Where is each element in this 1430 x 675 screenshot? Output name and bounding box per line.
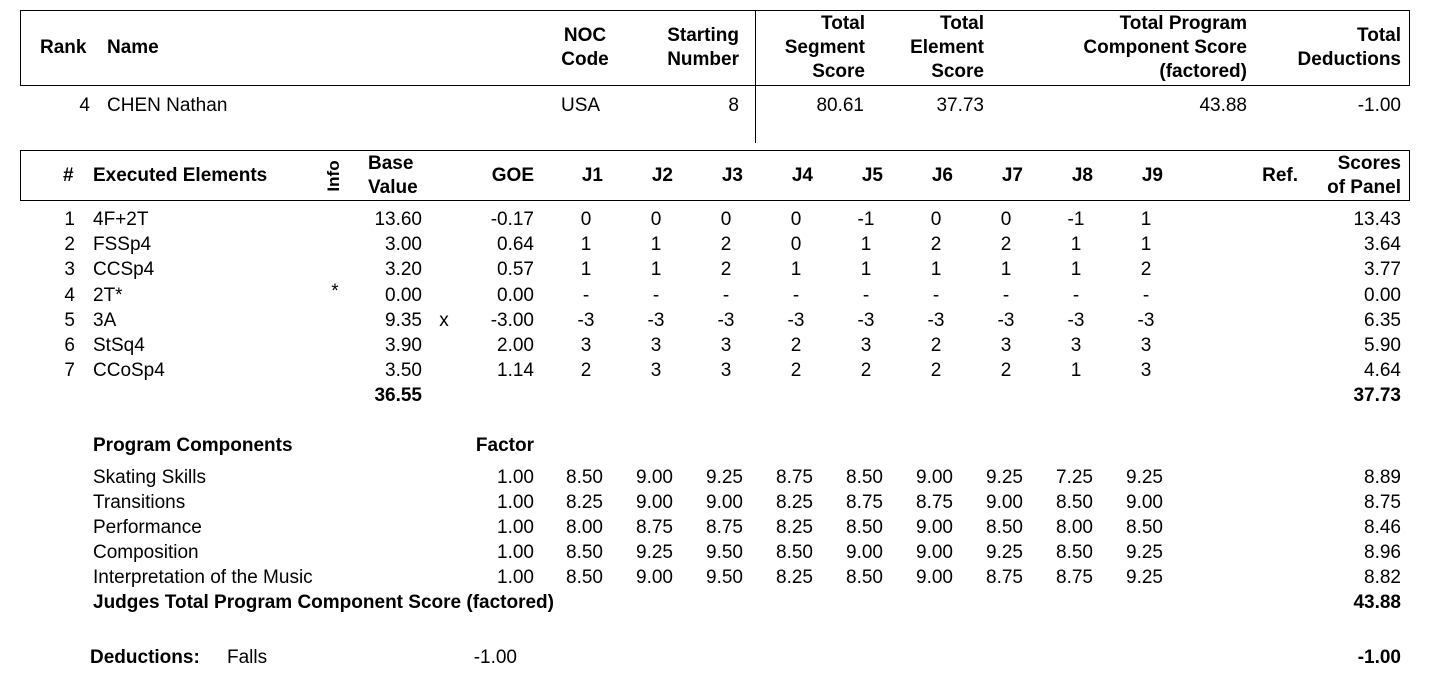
ded-header-1: Total	[1357, 25, 1401, 46]
element-judge-score: -	[932, 284, 940, 306]
element-judge-score: -3	[1137, 309, 1155, 331]
element-judge-score: -3	[997, 309, 1015, 331]
element-judge-score: 0	[790, 209, 802, 230]
element-judge-score: 1	[1070, 259, 1082, 281]
skater-name: CHEN Nathan	[107, 95, 228, 116]
element-judge-score: 2	[790, 335, 802, 356]
element-judge-score: 1	[1140, 234, 1152, 256]
element-judge-score: 2	[1000, 234, 1012, 256]
factor-header: Factor	[475, 435, 534, 456]
goe-header: GOE	[491, 165, 534, 186]
element-judge-score: 2	[720, 234, 732, 256]
element-number: 3	[64, 259, 75, 281]
component-judge-score: 8.75	[916, 492, 953, 513]
component-judge-score: 8.25	[776, 517, 813, 538]
element-goe: 2.00	[497, 335, 534, 356]
element-panel-score: 3.64	[1364, 234, 1401, 256]
tes-header-1: Total	[940, 13, 984, 34]
noc-header-1: NOC	[563, 25, 607, 46]
component-judge-score: 8.50	[1126, 517, 1163, 538]
component-judge-score: 9.00	[636, 467, 673, 488]
element-name: 4F+2T	[93, 209, 149, 230]
element-judge-score: 3	[1000, 335, 1012, 356]
element-judge-score: 3	[860, 335, 872, 356]
element-judge-score: 3	[1140, 335, 1152, 356]
element-goe: 0.64	[497, 234, 534, 256]
element-base-value: 13.60	[374, 209, 422, 230]
element-judge-score: -	[1072, 284, 1080, 306]
component-judge-score: 9.00	[846, 542, 883, 563]
element-number: 4	[64, 284, 75, 306]
element-judge-score: 1	[1000, 259, 1012, 281]
component-factor: 1.00	[497, 542, 534, 563]
component-judge-score: 8.50	[566, 542, 603, 563]
element-judge-score: -3	[1067, 309, 1085, 331]
component-judge-score: 8.75	[986, 567, 1023, 588]
element-panel-score: 6.35	[1364, 309, 1401, 331]
component-judge-score: 8.50	[986, 517, 1023, 538]
element-goe: 0.57	[497, 259, 534, 281]
component-judge-score: 8.50	[1056, 492, 1093, 513]
component-panel-score: 8.82	[1364, 567, 1401, 588]
component-panel-score: 8.96	[1364, 542, 1401, 563]
component-judge-score: 8.25	[776, 492, 813, 513]
element-judge-score: 0	[930, 209, 942, 230]
element-judge-score: 2	[930, 360, 942, 382]
start-header-2: Number	[667, 49, 739, 70]
base-value-header-1: Base	[368, 153, 414, 174]
element-number: 7	[64, 360, 75, 382]
component-judge-score: 9.00	[636, 492, 673, 513]
element-judge-score: 2	[580, 360, 592, 382]
element-base-value: 0.00	[385, 284, 422, 306]
pcs-header-3: (factored)	[1159, 61, 1247, 82]
element-judge-score: -	[582, 284, 590, 306]
element-judge-score: 3	[720, 360, 732, 382]
element-judge-score: 3	[580, 335, 592, 356]
scores-of-panel-header-2: of Panel	[1327, 177, 1401, 198]
scores-of-panel-header-1: Scores	[1337, 153, 1401, 174]
element-judge-score: 1	[860, 234, 872, 256]
element-judge-score: -	[1142, 284, 1150, 306]
element-goe: 1.14	[497, 360, 534, 382]
component-judge-score: 9.25	[1126, 467, 1163, 488]
skater-tes: 37.73	[936, 95, 984, 116]
component-panel-score: 8.89	[1364, 467, 1401, 488]
component-factor: 1.00	[497, 567, 534, 588]
element-judge-score: -	[1002, 284, 1010, 306]
component-judge-score: 9.50	[706, 542, 743, 563]
element-judge-score: -3	[857, 309, 875, 331]
element-judge-score: -3	[717, 309, 735, 331]
element-name: CCSp4	[93, 259, 155, 281]
deductions-label: Deductions:	[90, 647, 200, 668]
component-name: Composition	[93, 542, 199, 563]
element-judge-score: 2	[860, 360, 872, 382]
component-judge-score: 8.00	[566, 517, 603, 538]
element-judge-score: 2	[930, 335, 942, 356]
element-judge-score: 0	[650, 209, 662, 230]
judge-header-4: J4	[791, 165, 813, 186]
component-judge-score: 9.00	[916, 467, 953, 488]
judges-total-pcs-value: 43.88	[1353, 592, 1401, 613]
component-judge-score: 8.75	[636, 517, 673, 538]
element-base-value: 3.90	[385, 335, 422, 356]
element-judge-score: 2	[930, 234, 942, 256]
skater-tss: 80.61	[816, 95, 864, 116]
num-header: #	[63, 165, 74, 186]
element-judge-score: 3	[720, 335, 732, 356]
component-judge-score: 8.75	[706, 517, 743, 538]
executed-elements-header: Executed Elements	[93, 165, 268, 186]
component-judge-score: 8.50	[566, 467, 603, 488]
element-name: CCoSp4	[93, 360, 165, 382]
element-base-value: 3.00	[385, 234, 422, 256]
component-name: Interpretation of the Music	[93, 567, 313, 588]
component-factor: 1.00	[497, 517, 534, 538]
element-name: 2T*	[93, 284, 123, 306]
component-judge-score: 9.00	[916, 542, 953, 563]
noc-header-2: Code	[561, 49, 609, 70]
skater-noc: USA	[561, 95, 601, 116]
component-judge-score: 9.00	[636, 567, 673, 588]
component-judge-score: 9.00	[706, 492, 743, 513]
component-panel-score: 8.46	[1364, 517, 1401, 538]
component-judge-score: 8.50	[846, 467, 883, 488]
ded-header-2: Deductions	[1297, 49, 1401, 70]
component-judge-score: 8.25	[566, 492, 603, 513]
judge-header-9: J9	[1141, 165, 1163, 186]
element-name: StSq4	[93, 335, 145, 356]
element-judge-score: -1	[1067, 209, 1085, 230]
element-panel-score: 13.43	[1353, 209, 1401, 230]
element-judge-score: 0	[1000, 209, 1012, 230]
element-bonus-mark: x	[439, 309, 449, 331]
element-judge-score: 0	[720, 209, 732, 230]
component-judge-score: 9.25	[706, 467, 743, 488]
deductions-total: -1.00	[1357, 647, 1401, 668]
element-panel-score: 0.00	[1364, 284, 1401, 306]
ref-header: Ref.	[1262, 165, 1298, 186]
element-judge-score: 3	[650, 360, 662, 382]
pcs-header-1: Total Program	[1119, 13, 1247, 34]
element-info: *	[331, 280, 339, 302]
element-base-value: 9.35	[385, 309, 422, 331]
element-judge-score: -	[722, 284, 730, 306]
component-judge-score: 8.75	[1056, 567, 1093, 588]
pcs-header-2: Component Score	[1083, 37, 1247, 58]
element-judge-score: -	[792, 284, 800, 306]
component-judge-score: 9.00	[986, 492, 1023, 513]
component-judge-score: 8.50	[776, 542, 813, 563]
rank-header: Rank	[40, 37, 87, 58]
element-judge-score: -	[652, 284, 660, 306]
base-value-header-2: Value	[368, 177, 418, 198]
judges-total-pcs-label: Judges Total Program Component Score (factored)	[93, 592, 554, 613]
program-components-title: Program Components	[93, 435, 293, 456]
component-name: Skating Skills	[93, 467, 206, 488]
element-judge-score: 3	[1070, 335, 1082, 356]
component-judge-score: 9.00	[916, 567, 953, 588]
deductions-value: -1.00	[473, 647, 517, 668]
element-base-value: 3.20	[385, 259, 422, 281]
element-goe: -0.17	[490, 209, 534, 230]
tes-header-3: Score	[931, 61, 984, 82]
element-judge-score: 1	[1070, 360, 1082, 382]
deductions-type: Falls	[227, 647, 268, 668]
elements-score-total: 37.73	[1353, 385, 1401, 406]
element-judge-score: -3	[647, 309, 665, 331]
component-name: Transitions	[93, 492, 186, 513]
element-judge-score: 1	[650, 234, 662, 256]
component-judge-score: 9.25	[1126, 567, 1163, 588]
judge-header-5: J5	[861, 165, 883, 186]
component-panel-score: 8.75	[1364, 492, 1401, 513]
tss-header-2: Segment	[784, 37, 865, 58]
component-judge-score: 8.00	[1056, 517, 1093, 538]
element-name: 3A	[93, 309, 117, 331]
element-judge-score: 1	[580, 234, 592, 256]
element-judge-score: 1	[650, 259, 662, 281]
component-judge-score: 7.25	[1056, 467, 1093, 488]
element-base-value: 3.50	[385, 360, 422, 382]
judge-header-3: J3	[721, 165, 743, 186]
element-judge-score: 1	[1140, 209, 1152, 230]
component-judge-score: 8.50	[1056, 542, 1093, 563]
element-judge-score: -3	[787, 309, 805, 331]
tss-header-3: Score	[812, 61, 865, 82]
component-judge-score: 8.75	[776, 467, 813, 488]
element-panel-score: 4.64	[1364, 360, 1401, 382]
element-judge-score: -3	[927, 309, 945, 331]
judge-header-7: J7	[1001, 165, 1023, 186]
element-judge-score: 1	[860, 259, 872, 281]
element-number: 2	[64, 234, 75, 256]
tes-header-2: Element	[910, 37, 984, 58]
element-name: FSSp4	[93, 234, 152, 256]
judge-header-1: J1	[581, 165, 603, 186]
name-header: Name	[107, 37, 159, 58]
skater-rank: 4	[79, 95, 90, 116]
component-judge-score: 8.25	[776, 567, 813, 588]
element-judge-score: 2	[1140, 259, 1152, 281]
component-judge-score: 9.25	[636, 542, 673, 563]
element-judge-score: 3	[650, 335, 662, 356]
component-name: Performance	[93, 517, 202, 538]
element-judge-score: 2	[1000, 360, 1012, 382]
component-judge-score: 8.50	[846, 567, 883, 588]
element-number: 1	[64, 209, 75, 230]
judge-header-6: J6	[931, 165, 953, 186]
element-judge-score: -3	[577, 309, 595, 331]
element-judge-score: 0	[790, 234, 802, 256]
header-divider	[755, 10, 756, 143]
element-judge-score: 0	[580, 209, 592, 230]
component-factor: 1.00	[497, 467, 534, 488]
element-goe: 0.00	[497, 284, 534, 306]
component-judge-score: 8.50	[846, 517, 883, 538]
component-judge-score: 9.00	[916, 517, 953, 538]
elements-base-total: 36.55	[374, 385, 422, 406]
component-judge-score: 8.75	[846, 492, 883, 513]
element-judge-score: 1	[790, 259, 802, 281]
element-goe: -3.00	[490, 309, 534, 331]
component-judge-score: 9.25	[986, 542, 1023, 563]
element-judge-score: 1	[930, 259, 942, 281]
element-judge-score: 3	[1140, 360, 1152, 382]
element-number: 6	[64, 335, 75, 356]
component-judge-score: 9.50	[706, 567, 743, 588]
element-judge-score: 2	[720, 259, 732, 281]
judge-header-8: J8	[1071, 165, 1093, 186]
element-judge-score: -1	[857, 209, 875, 230]
judge-header-2: J2	[651, 165, 673, 186]
component-judge-score: 9.25	[986, 467, 1023, 488]
element-panel-score: 3.77	[1364, 259, 1401, 281]
tss-header-1: Total	[821, 13, 865, 34]
info-header: Info	[324, 160, 343, 192]
skater-pcs: 43.88	[1199, 95, 1247, 116]
component-judge-score: 9.25	[1126, 542, 1163, 563]
component-factor: 1.00	[497, 492, 534, 513]
skater-ded: -1.00	[1357, 95, 1401, 116]
element-panel-score: 5.90	[1364, 335, 1401, 356]
component-judge-score: 8.50	[566, 567, 603, 588]
component-judge-score: 9.00	[1126, 492, 1163, 513]
element-judge-score: 1	[1070, 234, 1082, 256]
element-judge-score: 1	[580, 259, 592, 281]
skater-start: 8	[728, 95, 739, 116]
element-number: 5	[64, 309, 75, 331]
element-judge-score: 2	[790, 360, 802, 382]
element-judge-score: -	[862, 284, 870, 306]
start-header-1: Starting	[667, 25, 739, 46]
